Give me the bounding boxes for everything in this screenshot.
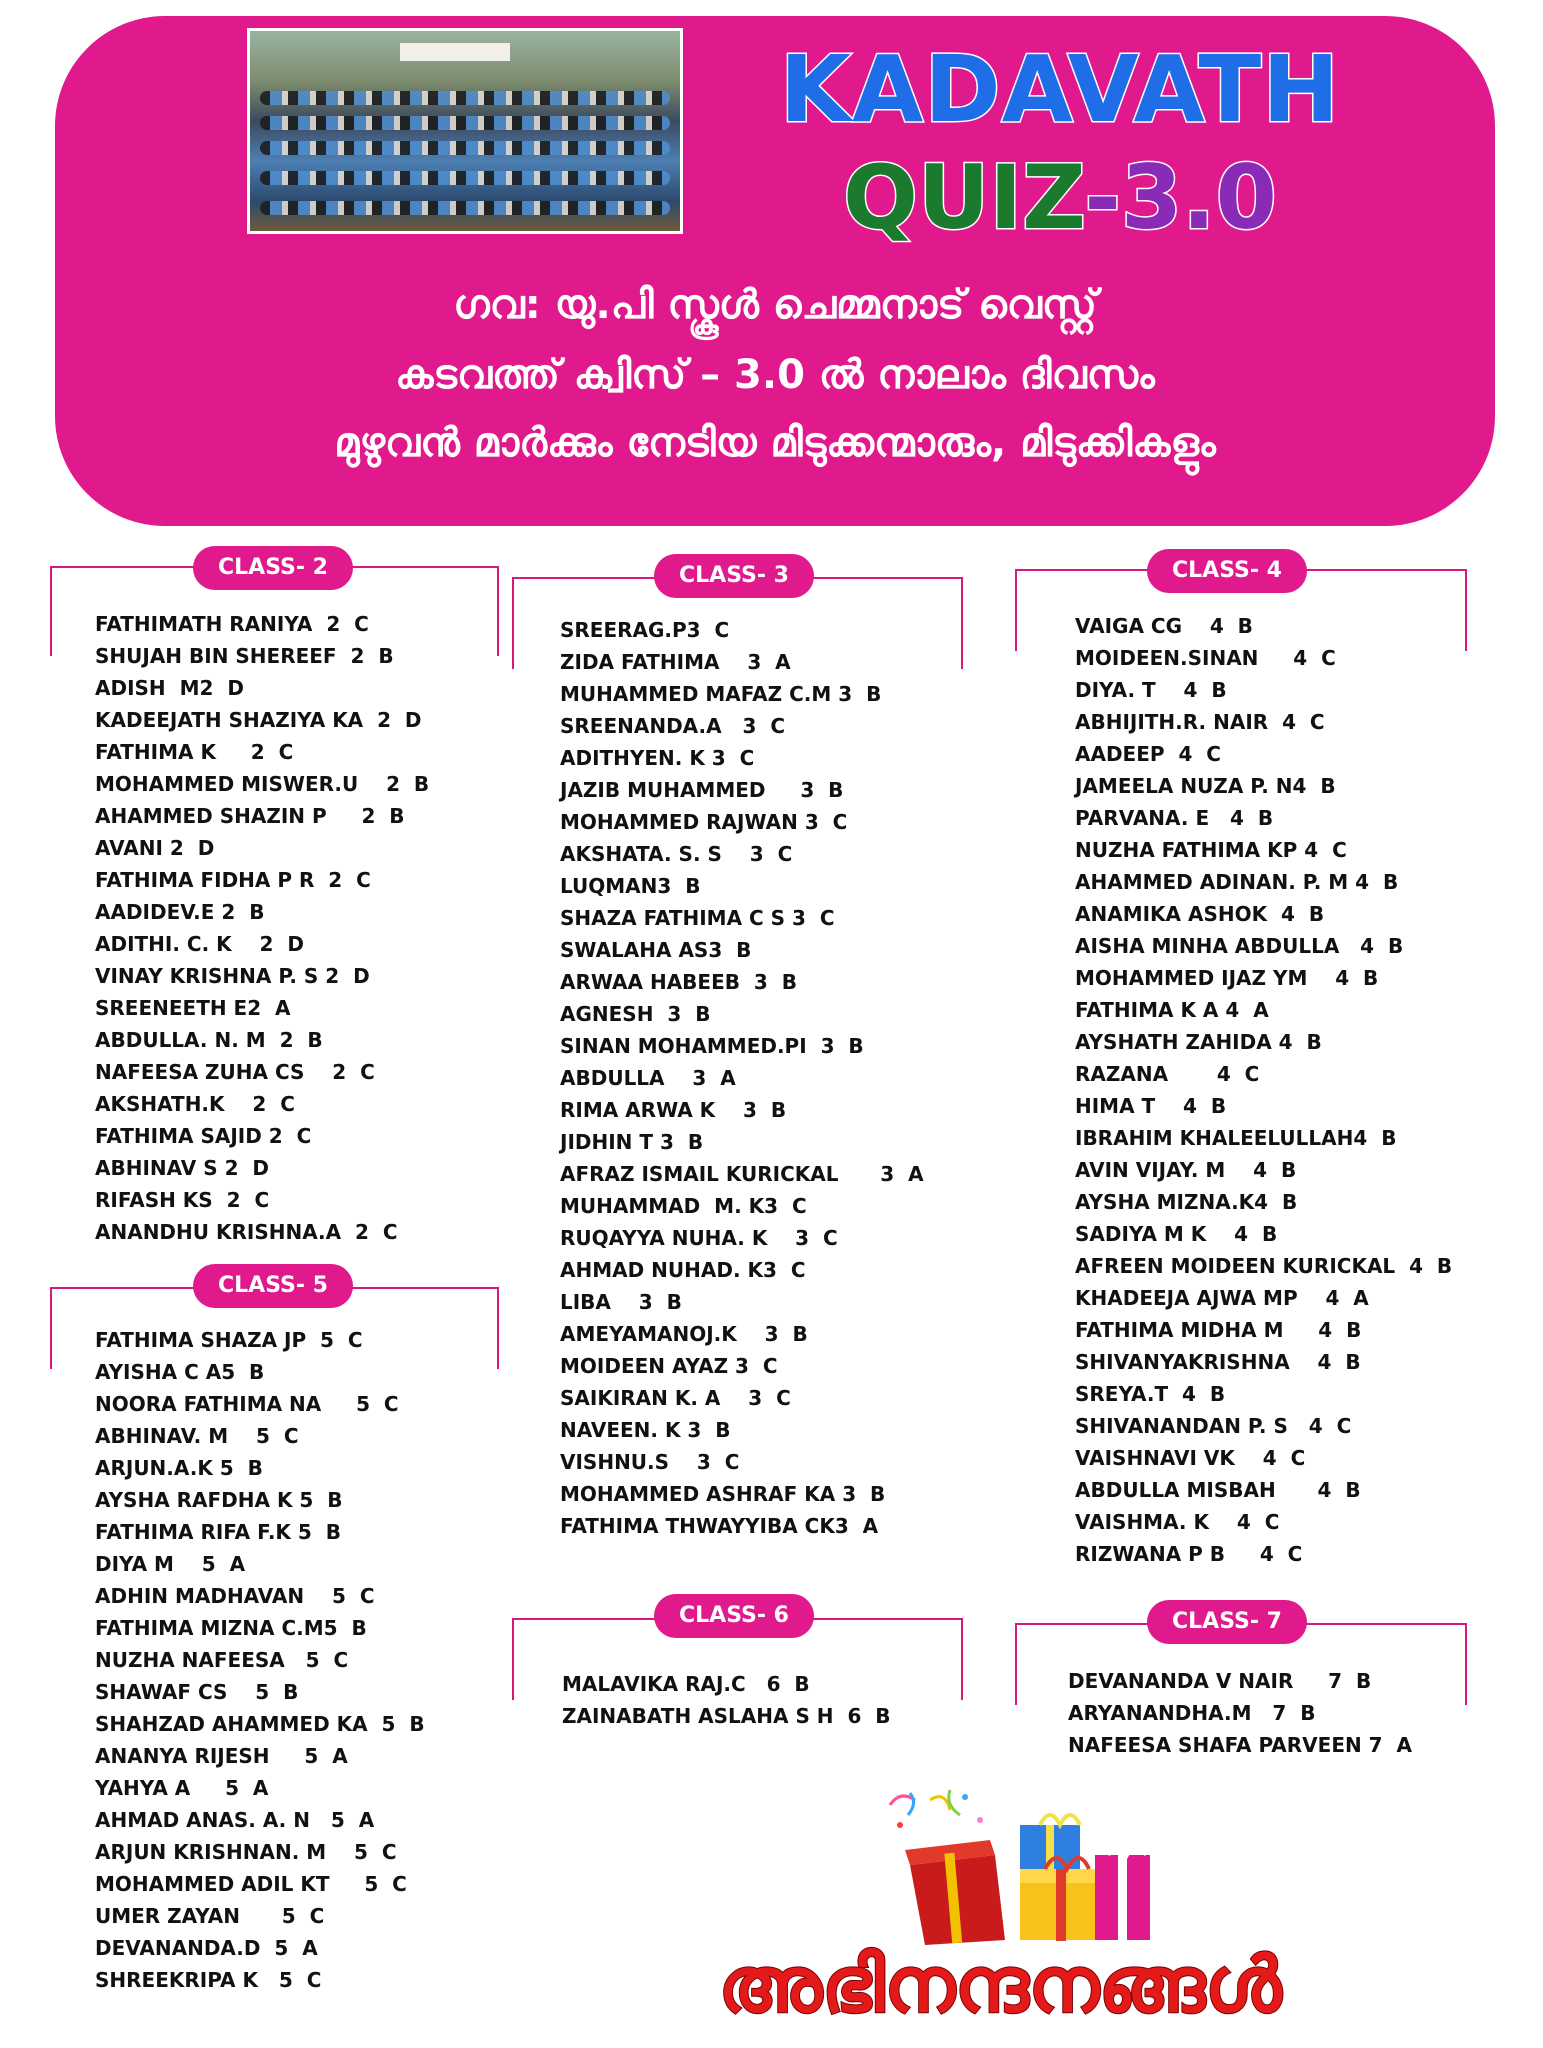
malayalam-line-3: മുഴുവൻ മാർക്കും നേടിയ മിടുക്കന്മാരും, മിടുക്കികളും <box>334 420 1216 466</box>
student-entry: RIZWANA P B 4 C <box>1075 1542 1303 1566</box>
student-entry: AHMAD ANAS. A. N 5 A <box>95 1808 375 1832</box>
student-entry: FATHIMATH RANIYA 2 C <box>95 612 369 636</box>
student-entry: FATHIMA SHAZA JP 5 C <box>95 1328 363 1352</box>
student-entry: ABDULLA MISBAH 4 B <box>1075 1478 1361 1502</box>
student-entry: NAFEESA ZUHA CS 2 C <box>95 1060 375 1084</box>
student-entry: FATHIMA THWAYYIBA CK3 A <box>560 1514 879 1538</box>
student-entry: MOHAMMED ADIL KT 5 C <box>95 1872 407 1896</box>
student-entry: VINAY KRISHNA P. S 2 D <box>95 964 370 988</box>
student-entry: ANAMIKA ASHOK 4 B <box>1075 902 1325 926</box>
student-entry: ADISH M2 D <box>95 676 244 700</box>
student-entry: PARVANA. E 4 B <box>1075 806 1274 830</box>
student-entry: SWALAHA AS3 B <box>560 938 752 962</box>
quiz-subtitle: QUIZ-3.0 <box>843 146 1277 249</box>
student-entry: SAIKIRAN K. A 3 C <box>560 1386 791 1410</box>
student-entry: MOHAMMED IJAZ YM 4 B <box>1075 966 1379 990</box>
student-entry: AYSHA RAFDHA K 5 B <box>95 1488 343 1512</box>
student-entry: FATHIMA MIZNA C.M5 B <box>95 1616 367 1640</box>
student-entry: SREYA.T 4 B <box>1075 1382 1226 1406</box>
student-entry: AYSHATH ZAHIDA 4 B <box>1075 1030 1322 1054</box>
class2-label: CLASS- 2 <box>193 546 353 590</box>
student-entry: SHAZA FATHIMA C S 3 C <box>560 906 835 930</box>
student-entry: ARJUN.A.K 5 B <box>95 1456 263 1480</box>
student-entry: MOHAMMED RAJWAN 3 C <box>560 810 848 834</box>
group-photo <box>247 28 683 234</box>
student-entry: FATHIMA MIDHA M 4 B <box>1075 1318 1362 1342</box>
student-entry: AHMAD NUHAD. K3 C <box>560 1258 806 1282</box>
student-entry: MALAVIKA RAJ.C 6 B <box>562 1672 810 1696</box>
class5-list <box>95 1324 425 1996</box>
class6-list <box>562 1668 891 1732</box>
class4-list <box>1075 610 1452 1570</box>
student-entry: AADEEP 4 C <box>1075 742 1221 766</box>
student-entry: FATHIMA SAJID 2 C <box>95 1124 312 1148</box>
student-entry: KHADEEJA AJWA MP 4 A <box>1075 1286 1369 1310</box>
student-entry: ARJUN KRISHNAN. M 5 C <box>95 1840 397 1864</box>
class3-list <box>560 614 924 1542</box>
class7-list <box>1068 1665 1412 1761</box>
student-entry: AGNESH 3 B <box>560 1002 711 1026</box>
student-entry: AKSHATH.K 2 C <box>95 1092 295 1116</box>
student-entry: IBRAHIM KHALEELULLAH4 B <box>1075 1126 1397 1150</box>
student-entry: ARWAA HABEEB 3 B <box>560 970 798 994</box>
student-entry: SADIYA M K 4 B <box>1075 1222 1278 1246</box>
student-entry: ANANDHU KRISHNA.A 2 C <box>95 1220 398 1244</box>
gift-boxes-icon <box>870 1785 1160 1945</box>
student-entry: ANANYA RIJESH 5 A <box>95 1744 348 1768</box>
class5-label: CLASS- 5 <box>193 1264 353 1308</box>
student-entry: SHIVANYAKRISHNA 4 B <box>1075 1350 1361 1374</box>
student-entry: MOHAMMED ASHRAF KA 3 B <box>560 1482 886 1506</box>
student-entry: KADEEJATH SHAZIYA KA 2 D <box>95 708 422 732</box>
student-entry: AFREEN MOIDEEN KURICKAL 4 B <box>1075 1254 1453 1278</box>
student-entry: DEVANANDA.D 5 A <box>95 1936 318 1960</box>
student-entry: AHAMMED ADINAN. P. M 4 B <box>1075 870 1399 894</box>
student-entry: FATHIMA K 2 C <box>95 740 294 764</box>
student-entry: VAIGA CG 4 B <box>1075 614 1253 638</box>
student-entry: AYISHA C A5 B <box>95 1360 265 1384</box>
student-entry: JAMEELA NUZA P. N4 B <box>1075 774 1336 798</box>
student-entry: SHAHZAD AHAMMED KA 5 B <box>95 1712 425 1736</box>
malayalam-line-2: കടവത്ത് ക്വിസ് – 3.0 ൽ നാലാം ദിവസം <box>395 352 1155 398</box>
student-entry: SREENANDA.A 3 C <box>560 714 786 738</box>
student-entry: AADIDEV.E 2 B <box>95 900 265 924</box>
student-entry: AVANI 2 D <box>95 836 215 860</box>
student-entry: AISHA MINHA ABDULLA 4 B <box>1075 934 1404 958</box>
student-entry: RIMA ARWA K 3 B <box>560 1098 787 1122</box>
student-entry: ABDULLA 3 A <box>560 1066 736 1090</box>
student-entry: JAZIB MUHAMMED 3 B <box>560 778 844 802</box>
student-entry: ADITHYEN. K 3 C <box>560 746 755 770</box>
student-entry: RUQAYYA NUHA. K 3 C <box>560 1226 838 1250</box>
student-entry: ABDULLA. N. M 2 B <box>95 1028 323 1052</box>
student-entry: MOHAMMED MISWER.U 2 B <box>95 772 430 796</box>
student-entry: ARYANANDHA.M 7 B <box>1068 1701 1316 1725</box>
student-entry: AKSHATA. S. S 3 C <box>560 842 793 866</box>
student-entry: NUZHA NAFEESA 5 C <box>95 1648 349 1672</box>
student-entry: ABHINAV S 2 D <box>95 1156 270 1180</box>
student-entry: SHREEKRIPA K 5 C <box>95 1968 322 1992</box>
student-entry: MUHAMMED MAFAZ C.M 3 B <box>560 682 882 706</box>
student-entry: FATHIMA FIDHA P R 2 C <box>95 868 371 892</box>
class6-label: CLASS- 6 <box>654 1594 814 1638</box>
student-entry: NAFEESA SHAFA PARVEEN 7 A <box>1068 1733 1413 1757</box>
student-entry: MOIDEEN.SINAN 4 C <box>1075 646 1336 670</box>
student-entry: ZIDA FATHIMA 3 A <box>560 650 791 674</box>
student-entry: ADITHI. C. K 2 D <box>95 932 304 956</box>
student-entry: YAHYA A 5 A <box>95 1776 269 1800</box>
student-entry: AYSHA MIZNA.K4 B <box>1075 1190 1298 1214</box>
student-entry: AMEYAMANOJ.K 3 B <box>560 1322 808 1346</box>
student-entry: ADHIN MADHAVAN 5 C <box>95 1584 375 1608</box>
student-entry: JIDHIN T 3 B <box>560 1130 704 1154</box>
student-entry: AFRAZ ISMAIL KURICKAL 3 A <box>560 1162 924 1186</box>
student-entry: VAISHMA. K 4 C <box>1075 1510 1280 1534</box>
student-entry: LIBA 3 B <box>560 1290 682 1314</box>
student-entry: DEVANANDA V NAIR 7 B <box>1068 1669 1372 1693</box>
class7-label: CLASS- 7 <box>1147 1600 1307 1644</box>
student-entry: DIYA M 5 A <box>95 1552 246 1576</box>
student-entry: MUHAMMAD M. K3 C <box>560 1194 807 1218</box>
student-entry: LUQMAN3 B <box>560 874 701 898</box>
student-entry: RIFASH KS 2 C <box>95 1188 270 1212</box>
student-entry: ZAINABATH ASLAHA S H 6 B <box>562 1704 891 1728</box>
malayalam-line-1: ഗവ: യു.പി സ്കൂൾ ചെമ്മനാട് വെസ്റ്റ് <box>453 282 1097 328</box>
student-entry: FATHIMA K A 4 A <box>1075 998 1269 1022</box>
student-entry: SINAN MOHAMMED.PI 3 B <box>560 1034 864 1058</box>
student-entry: VAISHNAVI VK 4 C <box>1075 1446 1306 1470</box>
student-entry: UMER ZAYAN 5 C <box>95 1904 325 1928</box>
student-entry: AHAMMED SHAZIN P 2 B <box>95 804 405 828</box>
student-entry: VISHNU.S 3 C <box>560 1450 740 1474</box>
student-entry: ABHINAV. M 5 C <box>95 1424 299 1448</box>
student-entry: RAZANA 4 C <box>1075 1062 1260 1086</box>
student-entry: NUZHA FATHIMA KP 4 C <box>1075 838 1347 862</box>
student-entry: ABHIJITH.R. NAIR 4 C <box>1075 710 1325 734</box>
class2-list <box>95 608 429 1248</box>
quiz-title: KADAVATH <box>779 36 1341 143</box>
student-entry: SREERAG.P3 C <box>560 618 730 642</box>
student-entry: AVIN VIJAY. M 4 B <box>1075 1158 1297 1182</box>
student-entry: MOIDEEN AYAZ 3 C <box>560 1354 778 1378</box>
class3-label: CLASS- 3 <box>654 554 814 598</box>
congratulations-text: അഭിനന്ദനങ്ങൾ <box>718 1940 1282 2029</box>
student-entry: DIYA. T 4 B <box>1075 678 1227 702</box>
student-entry: FATHIMA RIFA F.K 5 B <box>95 1520 341 1544</box>
student-entry: HIMA T 4 B <box>1075 1094 1227 1118</box>
student-entry: SREENEETH E2 A <box>95 996 291 1020</box>
student-entry: SHUJAH BIN SHEREEF 2 B <box>95 644 394 668</box>
student-entry: SHAWAF CS 5 B <box>95 1680 299 1704</box>
class4-label: CLASS- 4 <box>1147 549 1307 593</box>
student-entry: SHIVANANDAN P. S 4 C <box>1075 1414 1352 1438</box>
student-entry: NAVEEN. K 3 B <box>560 1418 731 1442</box>
student-entry: NOORA FATHIMA NA 5 C <box>95 1392 399 1416</box>
